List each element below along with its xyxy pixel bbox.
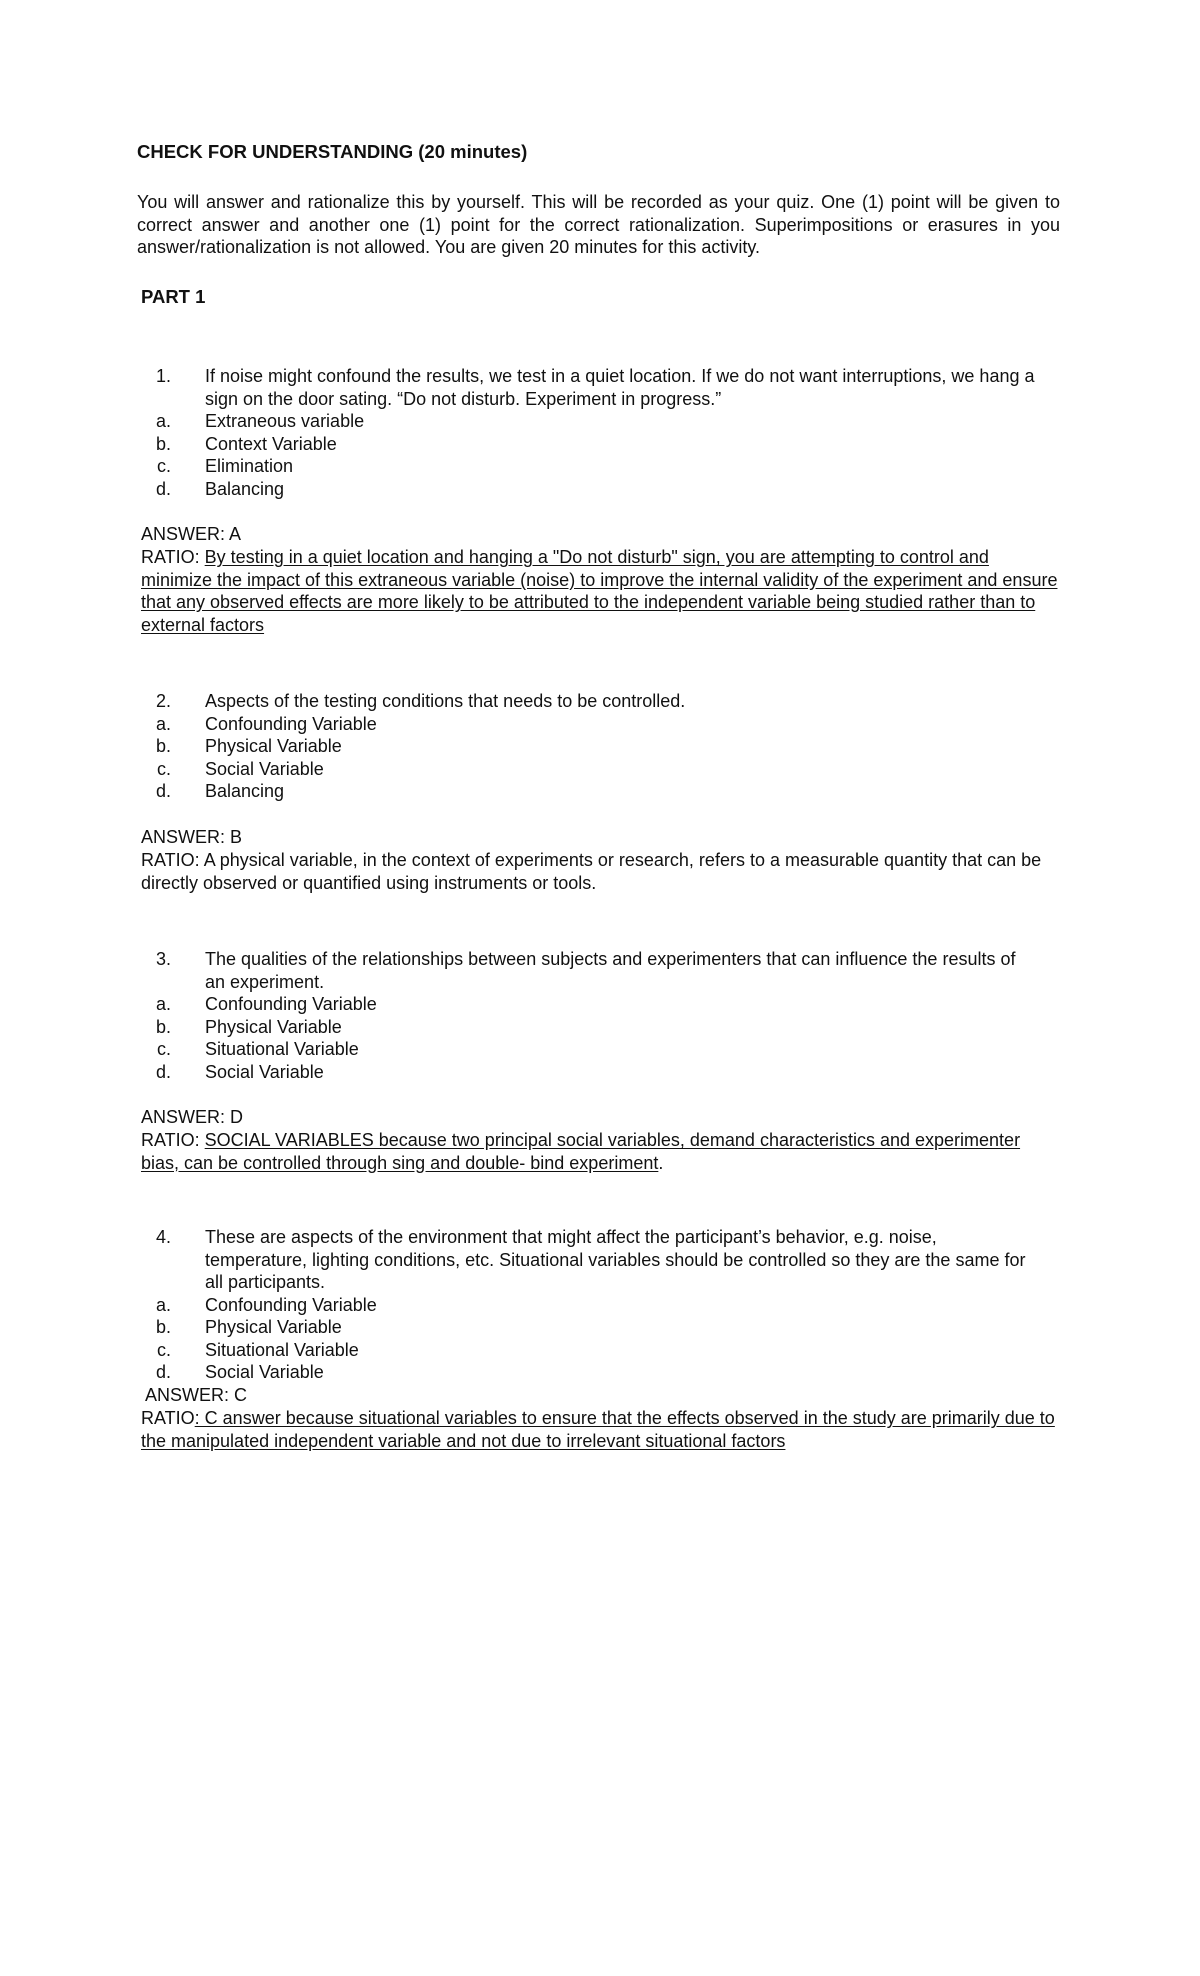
part-heading: PART 1 <box>141 286 206 307</box>
option-text: Physical Variable <box>205 736 342 756</box>
option-text: Confounding Variable <box>205 994 377 1014</box>
option-c <box>137 758 1067 781</box>
ratio-1 <box>141 546 1061 636</box>
ratio-label: RATIO: <box>141 1130 205 1150</box>
option-d <box>137 780 1067 803</box>
question-number: 2. <box>155 691 171 711</box>
option-text: Confounding Variable <box>205 713 377 734</box>
ratio-text: : C answer because situational variables to ensure that the effects observed in the study are primarily due to the manipulated independent variable and not due to irrelevant situational factors <box>141 1408 1055 1451</box>
question-3 <box>137 948 1067 1083</box>
option-letter: a. <box>155 994 171 1014</box>
ratio-text: A physical variable, in the context of experiments or research, refers to a measurable quantity that can be directly observed or quantified using instruments or tools. <box>141 850 1042 893</box>
option-a <box>137 993 1067 1016</box>
option-letter: b. <box>155 736 171 756</box>
option-b <box>137 433 1067 456</box>
answer-2: ANSWER: B <box>141 827 243 847</box>
option-text: Situational Variable <box>205 1039 359 1059</box>
question-text: These are aspects of the environment that might affect the participant’s behavior, e.g. noise, temperature, lighting conditions, etc. Situational variables should be controlled so they are the same for all participants. <box>205 1227 1026 1292</box>
ratio-text: By testing in a quiet location and hanging a "Do not disturb" sign, you are attempting to control and minimize the impact of this extraneous variable (noise) to improve the internal validity of the experiment and ensure that any observed effects are more likely to be attributed to the independent variable being studied rather than to external factors <box>141 547 1058 635</box>
question-text: If noise might confound the results, we test in a quiet location. If we do not want interruptions, we hang a sign on the door sating. “Do not disturb. Experiment in progress.” <box>205 366 1035 409</box>
option-b <box>137 1016 1067 1039</box>
answer-4: ANSWER: C <box>145 1385 248 1405</box>
ratio-label: RATIO: <box>141 850 204 870</box>
option-letter: d. <box>155 1061 171 1082</box>
question-number: 3. <box>155 949 171 969</box>
option-letter: c. <box>156 1339 171 1360</box>
option-letter: c. <box>156 1039 171 1059</box>
ratio-label: RATIO <box>141 1408 195 1428</box>
option-letter: a. <box>155 713 171 734</box>
option-text: Social Variable <box>205 1061 324 1082</box>
option-letter: d. <box>155 1362 171 1382</box>
ratio-2 <box>141 849 1061 894</box>
option-letter: b. <box>155 1317 171 1337</box>
option-text: Balancing <box>205 478 285 499</box>
option-text: Physical Variable <box>205 1016 342 1037</box>
question-1 <box>137 365 1067 500</box>
question-text: Aspects of the testing conditions that needs to be controlled. <box>205 691 686 711</box>
option-b <box>137 735 1067 758</box>
option-text: Balancing <box>205 781 285 801</box>
option-text: Elimination <box>205 456 294 476</box>
option-text: Physical Variable <box>205 1317 342 1337</box>
option-letter: a. <box>155 411 171 431</box>
option-c <box>137 1339 1067 1362</box>
option-text: Context Variable <box>205 433 337 454</box>
answer-1: ANSWER: A <box>141 524 242 544</box>
option-text: Confounding Variable <box>205 1294 377 1315</box>
question-number: 4. <box>155 1227 171 1247</box>
option-a <box>137 1294 1067 1317</box>
question-text: The qualities of the relationships between subjects and experimenters that can influence the results of an experiment. <box>205 949 1016 992</box>
ratio-3 <box>141 1129 1061 1174</box>
option-text: Social Variable <box>205 758 324 779</box>
option-letter: d. <box>155 478 171 499</box>
option-text: Extraneous variable <box>205 411 365 431</box>
ratio-label: RATIO: <box>141 547 205 567</box>
option-c <box>137 455 1067 478</box>
option-c <box>137 1038 1067 1061</box>
option-letter: b. <box>155 433 171 454</box>
option-d <box>137 478 1067 501</box>
answer-3: ANSWER: D <box>141 1107 244 1127</box>
option-letter: c. <box>156 456 171 476</box>
instructions-paragraph: You will answer and rationalize this by yourself. This will be recorded as your quiz. One (1) point will be given to correct answer and another one (1) point for the correct rationalization. Superimpositions or erasures in you answer/rationalization is not allowed. You are given 20 minutes for this activity. <box>137 192 1060 257</box>
option-b <box>137 1316 1067 1339</box>
question-2 <box>137 690 1067 803</box>
option-text: Social Variable <box>205 1362 324 1382</box>
option-a <box>137 410 1067 433</box>
question-number: 1. <box>155 366 171 386</box>
option-letter: c. <box>156 758 171 779</box>
option-letter: d. <box>155 781 171 801</box>
ratio-4 <box>141 1407 1061 1452</box>
option-text: Situational Variable <box>205 1339 359 1360</box>
ratio-text: SOCIAL VARIABLES because two principal social variables, demand characteristics and experimenter bias, can be controlled through sing and double- bind experiment <box>141 1130 1021 1173</box>
option-d <box>137 1061 1067 1084</box>
ratio-tail: . <box>658 1152 664 1173</box>
page-title: CHECK FOR UNDERSTANDING (20 minutes) <box>137 141 528 162</box>
option-letter: a. <box>155 1294 171 1315</box>
option-a <box>137 713 1067 736</box>
question-4 <box>137 1226 1067 1384</box>
option-d <box>137 1361 1067 1384</box>
option-letter: b. <box>155 1016 171 1037</box>
